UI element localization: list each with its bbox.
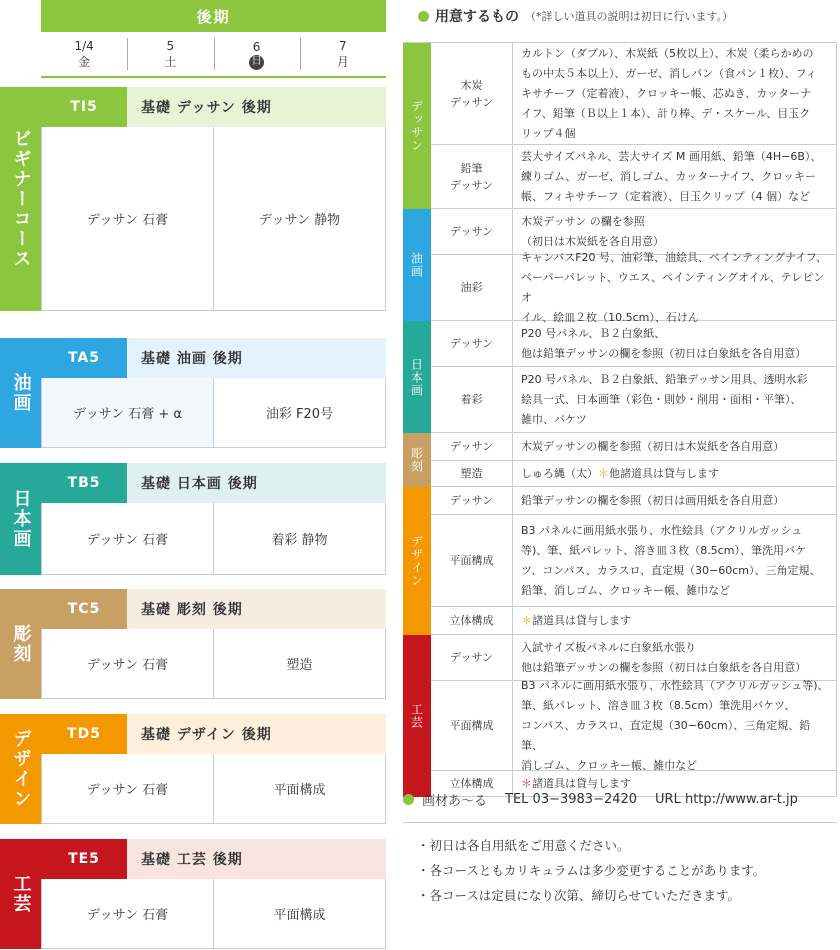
materials-text-line: 消しゴム、クロッキー帳、雑巾など [521, 758, 698, 772]
schedule-days [41, 32, 386, 78]
materials-row [431, 635, 837, 681]
materials-text-line: （初日は木炭紙を各自用意） [521, 234, 664, 248]
course-cell-first: デッサン 石膏 [42, 754, 214, 823]
materials-text-line: イフ、鉛筆（Ｂ以上１本）、計り棒、デ・スケール、目玉ク [521, 106, 811, 120]
course-cell-second: 着彩 静物 [271, 533, 328, 548]
day-column [214, 32, 300, 76]
materials-table [403, 42, 837, 790]
day-column [41, 32, 127, 76]
materials-row-text [513, 145, 837, 208]
day-weekday: 月 [336, 55, 349, 69]
course-cell-second: 塑造 [286, 658, 313, 673]
materials-row-text [513, 635, 837, 680]
materials-text-line: ツ、コンパス、カラスロ、直定規（30−60cm）、三角定規、 [521, 563, 821, 577]
materials-text-line: 木炭デッサンの欄を参照（初日は木炭紙を各自用意） [521, 439, 785, 453]
course-cell-first: デッサン 石膏 [42, 503, 214, 574]
day-date: 6 [252, 39, 261, 54]
materials-text-line: カルトン（ダブル）、木炭紙（5枚以上）、木炭（柔らかめの [521, 46, 814, 60]
materials-row-label: 木炭 デッサン [431, 43, 513, 144]
materials-row-label: 立体構成 [431, 607, 513, 634]
course-cells [41, 378, 386, 448]
materials-group [403, 321, 837, 433]
materials-row [431, 321, 837, 367]
course-block [0, 714, 386, 824]
materials-group-name: 彫刻 [403, 433, 431, 487]
notes [403, 822, 837, 908]
materials-text-line: 他は鉛筆デッサンの欄を参照（初日は白象紙を各自用意） [521, 346, 807, 360]
materials-group-name: デザイン [403, 487, 431, 635]
materials-text-line: 鉛筆、消しゴム、クロッキー帳、雑巾など [521, 583, 731, 597]
materials-row-label: デッサン [431, 487, 513, 514]
course-title: 基礎 デザイン 後期 [127, 714, 386, 754]
course-name: ビギナーコース [0, 87, 41, 311]
materials-text-line: イル、絵皿２枚（10.5cm）、石けん [521, 310, 699, 324]
materials-row [431, 515, 837, 607]
course-cells [41, 879, 386, 949]
asterisk-icon: ＊ [521, 613, 532, 627]
materials-text-line: 筆、紙パレット、溶き皿３枚（8.5cm）筆洗用バケツ、 [521, 698, 796, 712]
note-line: ・各コースは定員になり次第、締切らせていただきます。 [417, 888, 741, 903]
course-name: 日本画 [0, 463, 41, 575]
bullet-dot-icon [403, 794, 414, 805]
materials-row [431, 678, 837, 772]
materials-row [431, 433, 837, 461]
materials-group [403, 487, 837, 635]
course-cell-first: デッサン 石膏 [42, 127, 214, 310]
course-cell-second: デッサン 静物 [258, 213, 341, 228]
materials-text-line: B3 パネルに画用紙水張り、水性絵具（アクリルガッシュ等)、 [521, 678, 829, 692]
contact-line [403, 790, 816, 809]
shop-url: URL http://www.ar-t.jp [655, 792, 798, 807]
materials-text-line: B3 パネルに画用紙水張り、水性絵具（アクリルガッシュ [521, 523, 803, 537]
course-block [0, 589, 386, 699]
materials-row-label: デッサン [431, 321, 513, 366]
materials-row-text [513, 515, 837, 606]
day-column [127, 32, 213, 76]
course-title: 基礎 デッサン 後期 [127, 87, 386, 127]
materials-group-name: デッサン [403, 43, 431, 209]
course-cell-first: デッサン 石膏 + α [42, 378, 214, 447]
materials-text-line: 絵具一式、日本画筆（彩色・則妙・削用・面相・平筆）、 [521, 392, 802, 406]
materials-row-label: 着彩 [431, 367, 513, 432]
materials-group [403, 209, 837, 324]
materials-text-line: キサチーフ（定着液）、クロッキー帳、芯ぬき、カッターナ [521, 86, 812, 100]
materials-row-label: 鉛筆 デッサン [431, 145, 513, 208]
day-column [300, 32, 386, 76]
materials-row-label: デッサン [431, 635, 513, 680]
materials-text-line: コンパス、カラスロ、直定規（30−60cm）、三角定規、鉛筆、 [521, 718, 811, 752]
materials-row [431, 461, 837, 487]
course-code: TD5 [41, 714, 127, 754]
course-cells [41, 503, 386, 575]
materials-row-text [513, 678, 837, 772]
materials-text-line: 木炭デッサン の欄を参照 [521, 214, 645, 228]
course-title: 基礎 日本画 後期 [127, 463, 386, 503]
day-date: 5 [166, 39, 175, 53]
course-code: TA5 [41, 338, 127, 378]
asterisk-icon: ＊ [521, 776, 532, 790]
shop-tel: TEL 03−3983−2420 [505, 792, 638, 807]
asterisk-icon: ＊ [598, 466, 609, 480]
course-name: デザイン [0, 714, 41, 824]
course-name: 工芸 [0, 839, 41, 949]
day-weekday: 日 [249, 55, 264, 70]
materials-text-line: ペーパーパレット、ウエス、ペインティングオイル、テレピンオ [521, 270, 825, 304]
course-cell-first: デッサン 石膏 [42, 879, 214, 948]
materials-row-text [513, 367, 837, 432]
materials-group [403, 433, 837, 487]
note-line: ・各コースともカリキュラムは多少変更することがあります。 [417, 863, 766, 878]
shop-name: 画材あ〜る [422, 794, 488, 809]
materials-title: 用意するもの [435, 9, 519, 25]
materials-group-name: 工芸 [403, 635, 431, 797]
materials-row-label: 立体構成 [431, 771, 513, 796]
materials-row-label: 平面構成 [431, 515, 513, 606]
materials-row-label: 油彩 [431, 255, 513, 320]
materials-text-line: 芸大サイズパネル、芸大サイズ M 画用紙、鉛筆（4H−6B）、 [521, 149, 822, 163]
materials-row-text [513, 607, 837, 634]
day-weekday: 金 [78, 55, 91, 69]
course-code: TI5 [41, 87, 127, 127]
materials-row [431, 250, 837, 324]
course-cell-second: 平面構成 [273, 783, 326, 798]
materials-text-line: もの中太５本以上）、ガーゼ、消しパン（食パン１枚）、フィ [521, 66, 817, 80]
materials-group-name: 油画 [403, 209, 431, 321]
course-cell-second: 平面構成 [273, 908, 326, 923]
materials-text-line: キャンバスF20 号、油彩筆、油絵具、ペインティングナイフ、 [521, 250, 827, 264]
course-code: TC5 [41, 589, 127, 629]
course-name: 彫刻 [0, 589, 41, 699]
course-block [0, 338, 386, 448]
materials-text: 他諸道具は貸与します [609, 466, 719, 480]
materials-heading [418, 6, 733, 26]
materials-row-text [513, 433, 837, 460]
day-date: 1/4 [74, 39, 94, 53]
materials-text-line: 等)、筆、紙パレット、溶き皿３枚（8.5cm）、筆洗用バケ [521, 543, 806, 557]
course-cell-second: 油彩 F20号 [265, 407, 334, 422]
course-block [0, 87, 386, 311]
note-line: ・初日は各自用紙をご用意ください。 [417, 838, 630, 853]
materials-row-label: デッサン [431, 209, 513, 254]
course-cells [41, 127, 386, 311]
materials-row [431, 487, 837, 515]
course-cells [41, 629, 386, 699]
materials-text: 諸道具は貸与します [532, 613, 631, 627]
schedule-period-header: 後期 [41, 0, 386, 32]
bullet-dot-icon [418, 11, 429, 22]
course-cell-first: デッサン 石膏 [42, 629, 214, 698]
materials-row [431, 367, 837, 433]
materials-text-line: 入試サイズ板パネルに白象紙水張り [521, 640, 697, 654]
materials-text-line: 練りゴム、ガーゼ、消しゴム、カッターナイフ、クロッキー [521, 169, 817, 183]
course-block [0, 839, 386, 949]
materials-group [403, 43, 837, 209]
materials-note: （*詳しい道具の説明は初日に行います。） [525, 10, 734, 23]
course-code: TB5 [41, 463, 127, 503]
materials-row [431, 43, 837, 145]
materials-text: しゅろ縄（太） [521, 466, 598, 480]
course-title: 基礎 工芸 後期 [127, 839, 386, 879]
course-block [0, 463, 386, 575]
materials-row [431, 607, 837, 635]
materials-text-line: リップ４個 [521, 126, 576, 140]
day-date: 7 [339, 39, 347, 53]
course-code: TE5 [41, 839, 127, 879]
materials-text-line: P20 号パネル、Ｂ２白象紙、 [521, 326, 666, 340]
course-cells [41, 754, 386, 824]
materials-row [431, 145, 837, 209]
materials-text-line: P20 号パネル、Ｂ２白象紙、鉛筆デッサン用具、透明水彩 [521, 372, 808, 386]
materials-group-name: 日本画 [403, 321, 431, 433]
materials-text: 諸道具は貸与します [532, 776, 631, 790]
materials-text-line: 他は鉛筆デッサンの欄を参照（初日は白象紙を各自用意） [521, 660, 807, 674]
materials-row-label: デッサン [431, 433, 513, 460]
materials-row-text [513, 321, 837, 366]
materials-text-line: 雑巾、バケツ [521, 412, 587, 426]
materials-row-label: 塑造 [431, 461, 513, 486]
course-title: 基礎 彫刻 後期 [127, 589, 386, 629]
day-weekday: 土 [164, 55, 177, 69]
materials-group [403, 635, 837, 797]
materials-text-line: 帳、フィキサチーフ（定着液）、目玉クリップ（4 個）など [521, 189, 811, 203]
materials-text-line: 鉛筆デッサンの欄を参照（初日は画用紙を各自用意） [521, 493, 785, 507]
materials-row-text [513, 487, 837, 514]
materials-row-text [513, 43, 837, 144]
materials-row-text [513, 250, 837, 324]
course-name: 油画 [0, 338, 41, 448]
course-title: 基礎 油画 後期 [127, 338, 386, 378]
materials-row-text [513, 461, 837, 486]
materials-row-label: 平面構成 [431, 681, 513, 770]
